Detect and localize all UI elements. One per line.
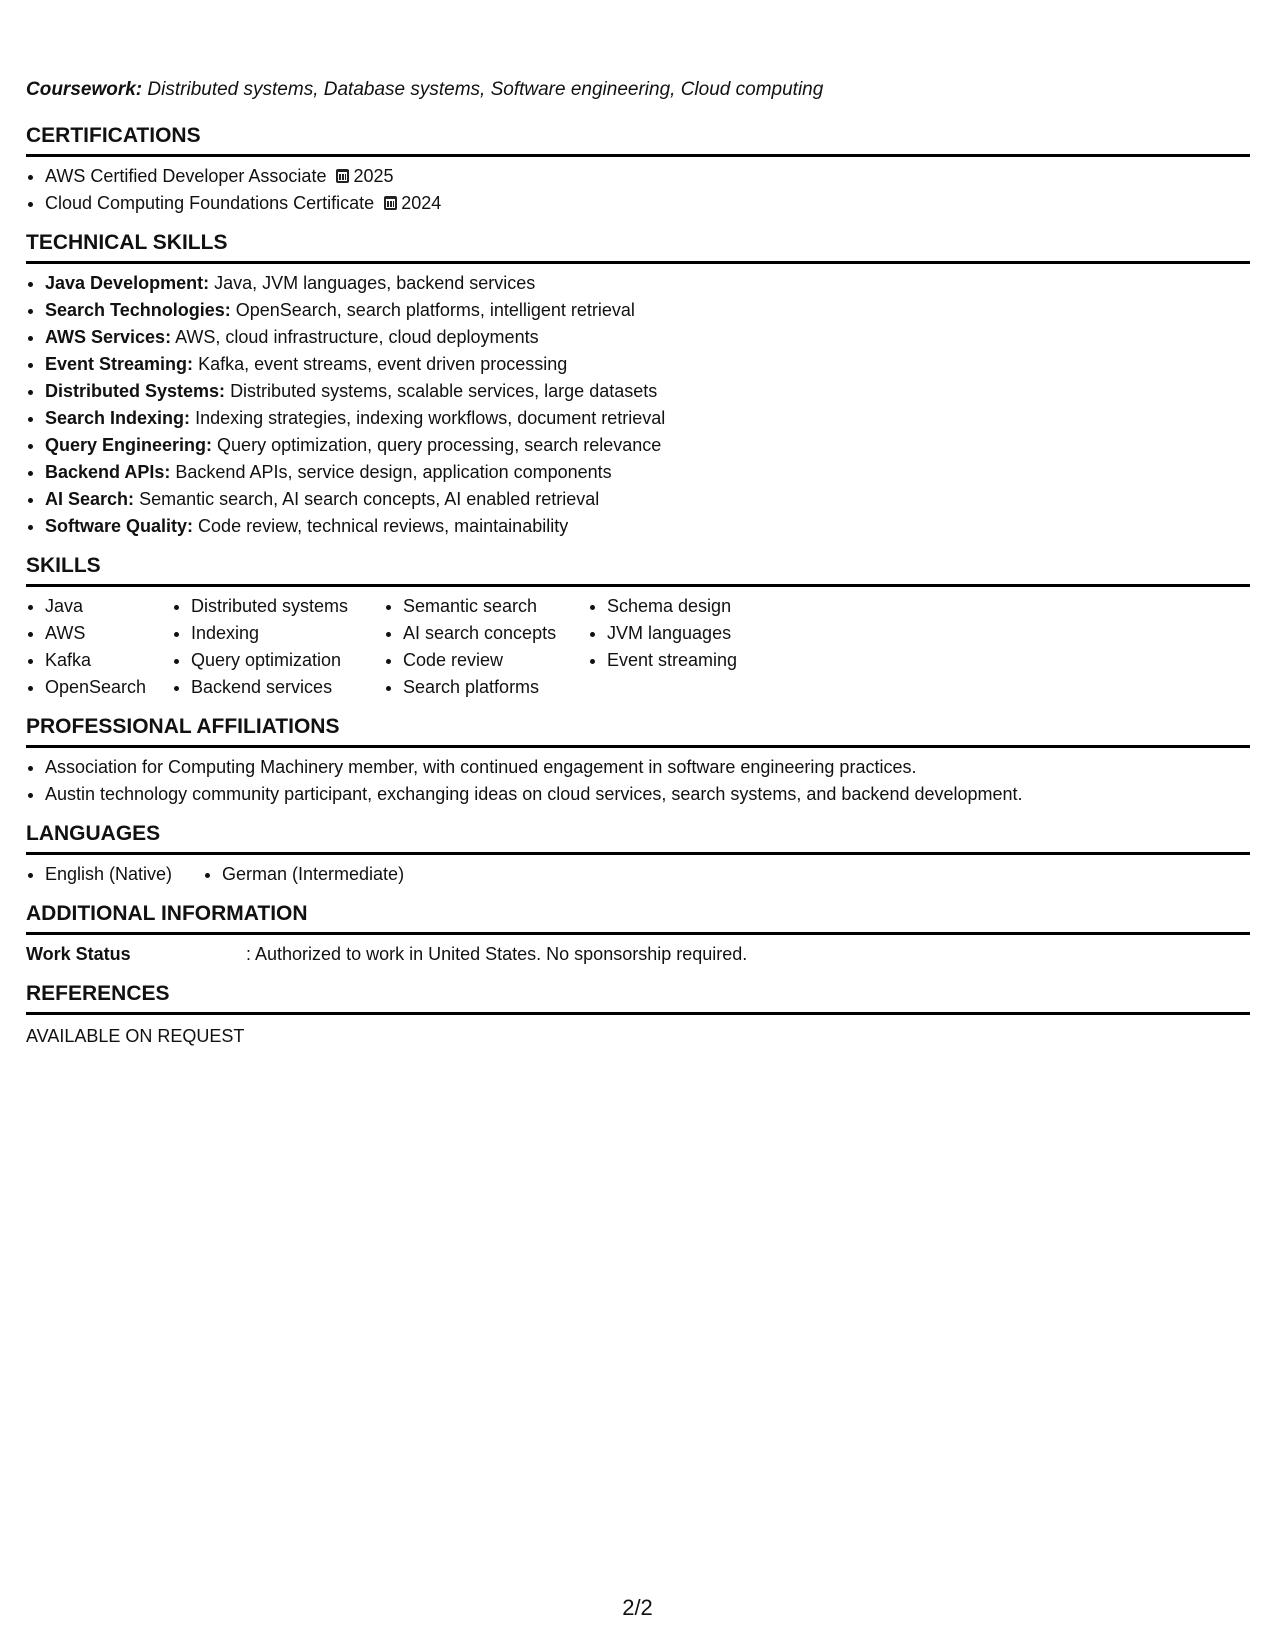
technical-skill-item (45, 297, 1250, 324)
coursework-label: Coursework: (26, 79, 143, 100)
skill-label: Search Indexing: (45, 408, 191, 428)
skill-label: Backend APIs: (45, 462, 171, 482)
language-item: • English (Native) (45, 861, 203, 888)
skill-item: • Semantic search (403, 593, 588, 620)
technical-skill-item (45, 405, 1250, 432)
skill-text: Code review, technical reviews, maintainability (198, 516, 569, 536)
languages-column (203, 861, 404, 888)
certification-name: AWS Certified Developer Associate (45, 166, 327, 186)
references-section (26, 980, 1250, 1050)
coursework-line (26, 76, 1250, 104)
technical-skills-section (26, 229, 1250, 540)
skill-label: Distributed Systems: (45, 381, 226, 401)
calendar-icon (336, 169, 349, 183)
skill-item: • Indexing (191, 620, 384, 647)
skill-item: • Schema design (607, 593, 787, 620)
certification-year: 2025 (353, 166, 394, 186)
skills-column (26, 593, 172, 701)
skill-item: • Search platforms (403, 674, 588, 701)
technical-skill-item (45, 459, 1250, 486)
calendar-icon (384, 196, 397, 210)
technical-skill-item (45, 351, 1250, 378)
skill-item: • Backend services (191, 674, 384, 701)
certification-year: 2024 (401, 193, 442, 213)
skill-item: • Java (45, 593, 172, 620)
skill-label: Java Development: (45, 273, 210, 293)
page-number: 2/2 (622, 1595, 653, 1620)
skill-item: • Distributed systems (191, 593, 384, 620)
skills-column (384, 593, 588, 701)
section-title: REFERENCES (26, 980, 1250, 1015)
certification-name: Cloud Computing Foundations Certificate (45, 193, 375, 213)
technical-skill-item (45, 432, 1250, 459)
skill-item: • OpenSearch (45, 674, 172, 701)
additional-information-section (26, 900, 1250, 968)
skill-text: Query optimization, query processing, search relevance (217, 435, 662, 455)
section-title: CERTIFICATIONS (26, 122, 1250, 157)
technical-skill-item (45, 513, 1250, 540)
skills-columns (26, 593, 1250, 701)
affiliations-section (26, 713, 1250, 808)
technical-skill-item (45, 324, 1250, 351)
skill-text: OpenSearch, search platforms, intelligent retrieval (235, 300, 635, 320)
skill-text: Indexing strategies, indexing workflows, document retrieval (195, 408, 666, 428)
coursework-text: Distributed systems, Database systems, Software engineering, Cloud computing (147, 79, 824, 100)
skills-section (26, 552, 1250, 701)
skill-item: • Query optimization (191, 647, 384, 674)
skill-label: AI Search: (45, 489, 135, 509)
skill-item: • AI search concepts (403, 620, 588, 647)
skill-item: • AWS (45, 620, 172, 647)
skill-label: AWS Services: (45, 327, 172, 347)
technical-skill-item (45, 270, 1250, 297)
technical-skill-item (45, 486, 1250, 513)
affiliations-list (26, 754, 1250, 808)
work-status-label: Work Status (26, 944, 131, 964)
skill-text: Semantic search, AI search concepts, AI enabled retrieval (139, 489, 600, 509)
language-item: • German (Intermediate) (222, 861, 404, 888)
section-title: SKILLS (26, 552, 1250, 587)
references-text: AVAILABLE ON REQUEST (26, 1026, 245, 1046)
resume-page (26, 76, 1250, 1062)
skill-text: Java, JVM languages, backend services (214, 273, 536, 293)
skill-label: Search Technologies: (45, 300, 231, 320)
skill-label: Software Quality: (45, 516, 194, 536)
work-status-row (26, 941, 1250, 968)
languages-section (26, 820, 1250, 888)
technical-skills-list (26, 270, 1250, 540)
section-title: ADDITIONAL INFORMATION (26, 900, 1250, 935)
skill-item: • Event streaming (607, 647, 787, 674)
skill-item: • Code review (403, 647, 588, 674)
skills-column (172, 593, 384, 701)
technical-skill-item (45, 378, 1250, 405)
skill-item: • Kafka (45, 647, 172, 674)
skill-text: Distributed systems, scalable services, large datasets (230, 381, 658, 401)
certifications-list (26, 163, 1250, 217)
skill-text: Kafka, event streams, event driven processing (198, 354, 568, 374)
skills-column (588, 593, 787, 701)
affiliation-item: • Association for Computing Machinery member, with continued engagement in software engineering practices. (45, 754, 1250, 781)
work-status-value: : Authorized to work in United States. No sponsorship required. (246, 944, 748, 964)
skill-text: Backend APIs, service design, application components (175, 462, 612, 482)
certifications-section (26, 122, 1250, 217)
languages-row (26, 861, 1250, 888)
languages-column (26, 861, 203, 888)
skill-label: Query Engineering: (45, 435, 213, 455)
section-title: TECHNICAL SKILLS (26, 229, 1250, 264)
certification-item (45, 190, 1250, 217)
skill-label: Event Streaming: (45, 354, 194, 374)
affiliation-item: • Austin technology community participant, exchanging ideas on cloud services, search systems, and backend development. (45, 781, 1250, 808)
section-title: LANGUAGES (26, 820, 1250, 855)
certification-item (45, 163, 1250, 190)
skill-text: AWS, cloud infrastructure, cloud deployments (175, 327, 539, 347)
skill-item: • JVM languages (607, 620, 787, 647)
section-title: PROFESSIONAL AFFILIATIONS (26, 713, 1250, 748)
